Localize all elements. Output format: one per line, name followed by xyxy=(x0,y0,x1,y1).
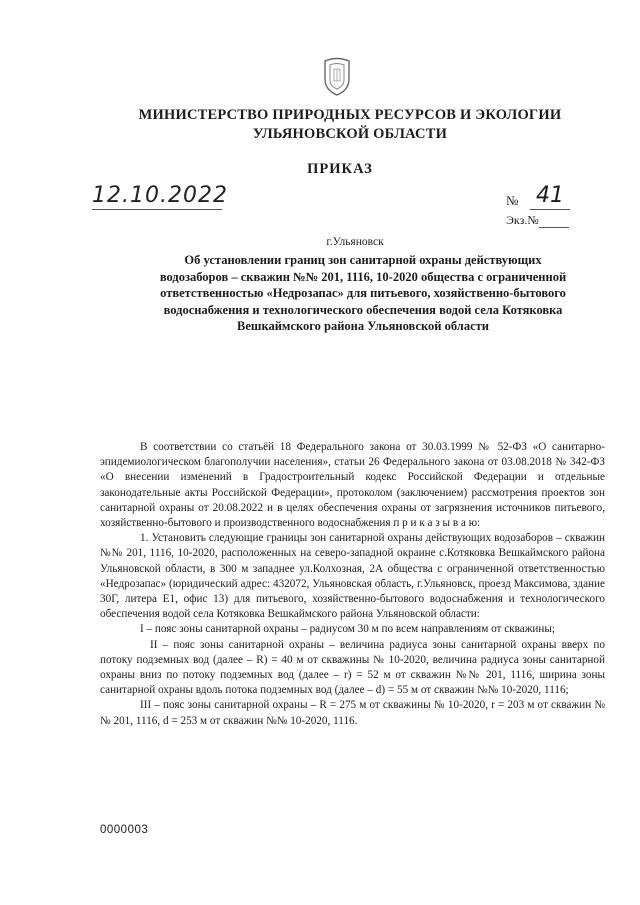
ministry-name-line1: МИНИСТЕРСТВО ПРИРОДНЫХ РЕСУРСОВ И ЭКОЛОГИИ xyxy=(138,107,562,123)
ministry-header xyxy=(100,106,600,144)
zone-belt-2-paragraph: II – пояс зоны санитарной охраны – величина радиуса зоны санитарной охраны вверх по потоку подземных вод (далее – R) = 40 м от скважины № 10-2020, величина радиуса зоны санитарной охраны вниз по потоку подземных вод (далее – r) = 52 м от скважин №№ 201, 1116, ширина зоны санитарной охраны вдоль потока подземных вод (далее – d) = 55 м от скважин №№ 10-2020, 1116; xyxy=(100,638,605,697)
copy-number-blank xyxy=(539,215,569,228)
coat-of-arms-emblem xyxy=(322,55,352,97)
title-line: Вешкаймского района Ульяновской области xyxy=(237,319,489,334)
number-label: № xyxy=(506,193,519,208)
document-body xyxy=(100,440,605,729)
document-number: 41 xyxy=(530,183,570,210)
page-code: 0000003 xyxy=(100,824,149,836)
clause-1-paragraph: 1. Установить следующие границы зон санитарной охраны действующих водозаборов – скважин №№ 201, 1116, 10-2020, расположенных на северо-западной окраине с.Котяковка Вешкаймского района Ульяновской области, в 300 м западнее ул.Колхозная, 2А общества с ограниченной ответственностью «Недрозапас» (юридический адрес: 432072, Ульяновская область, г.Ульяновск, проезд Максимова, здание 30Г, литера Е1, офис 13) для питьевого, хозяйственно-бытового водоснабжения и технологического обеспечения водой села Котяковка Вешкаймского района Ульяновской области: xyxy=(100,532,605,621)
title-line: водозаборов – скважин №№ 201, 1116, 10-2020 общества с ограниченной xyxy=(159,269,567,284)
title-line: Об установлении границ зон санитарной охраны действующих xyxy=(184,253,542,267)
document-title xyxy=(108,252,618,335)
copy-label: Экз.№ xyxy=(506,213,539,227)
title-line: водоснабжения и технологического обеспечения водой села Котяковка xyxy=(163,302,563,317)
ministry-name-line2: УЛЬЯНОВСКОЙ ОБЛАСТИ xyxy=(252,126,448,142)
title-line: ответственностью «Недрозапас» для питьевого, хозяйственно-бытового xyxy=(160,286,566,301)
zone-belt-1-paragraph: I – пояс зоны санитарной охраны – радиусом 30 м по всем направлениям от скважины; xyxy=(140,623,556,636)
city-line: г.Ульяновск xyxy=(326,236,384,248)
copy-number-field xyxy=(506,213,569,228)
preamble-paragraph: В соответствии со статьёй 18 Федерального закона от 30.03.1999 № 52-ФЗ «О санитарно-эпидемиологическом благополучии населения», статьи 26 Федерального закона от 03.08.2018 № 342-ФЗ «О внесении изменений в Градостроительный кодекс Российской Федерации и отдельные законодательные акты Российской Федерации», протоколом (заключением) рассмотрения проектов зон санитарной охраны от 20.08.2022 и в целях обеспечения охраны от загрязнения источников питьевого, хозяйственно-бытового и производственного водоснабжения п р и к а з ы в а ю: xyxy=(100,441,605,530)
zone-belt-3-paragraph: III – пояс зоны санитарной охраны – R = 275 м от скважины № 10-2020, r = 203 м от скважин №№ 201, 1116, d = 253 м от скважин №№ 10-2020, 1116. xyxy=(100,699,605,727)
document-type: ПРИКАЗ xyxy=(307,161,373,177)
document-date: 12.10.2022 xyxy=(92,183,228,208)
